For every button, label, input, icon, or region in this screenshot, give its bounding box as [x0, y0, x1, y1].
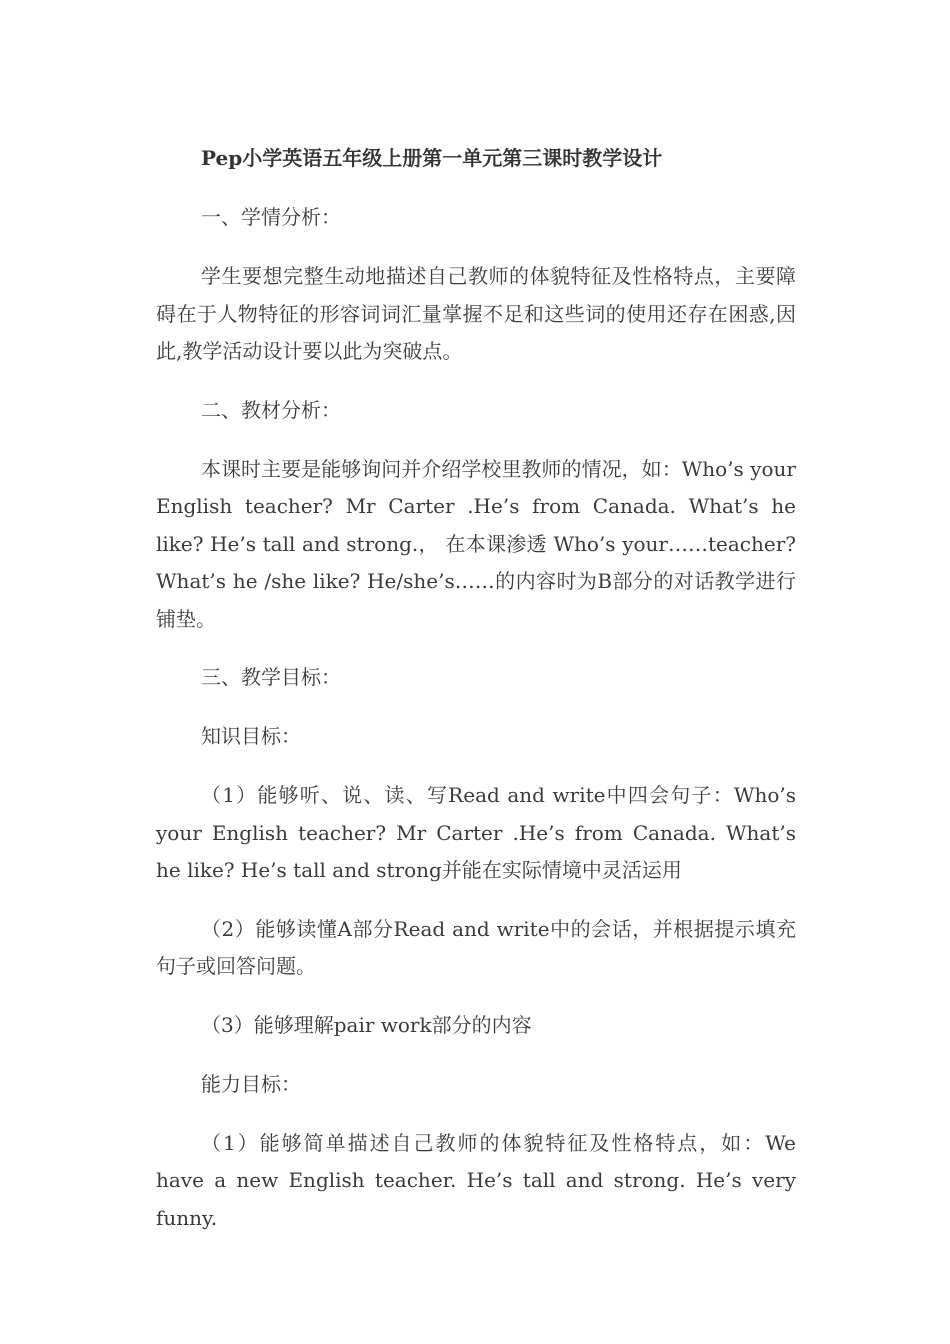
- document-title: Pep小学英语五年级上册第一单元第三课时教学设计: [201, 146, 663, 170]
- ability-goals-heading: 能力目标：: [201, 1071, 301, 1096]
- document-page: [156, 140, 796, 1258]
- knowledge-goal-item-2: （2）能够读懂A部分Read and write中的会话，并根据提示填充句子或回答问题。: [156, 916, 796, 978]
- section-heading-teaching-goals: 三、教学目标：: [201, 665, 341, 689]
- learner-analysis-paragraph: 学生要想完整生动地描述自己教师的体貌特征及性格特点，主要障碍在于人物特征的形容词词汇量掌握不足和这些词的使用还存在困惑,因此,教学活动设计要以此为突破点。: [156, 264, 796, 363]
- knowledge-goals-heading: 知识目标：: [201, 724, 301, 748]
- ability-goal-item-1: （1）能够简单描述自己教师的体貌特征及性格特点，如：We have a new English teacher. He’s tall and strong. He’s very funny.: [156, 1130, 796, 1230]
- section-heading-material-analysis: 二、教材分析：: [201, 397, 341, 422]
- knowledge-goal-item-3: （3）能够理解pair work部分的内容: [201, 1012, 532, 1037]
- section-heading-learner-analysis: 一、学情分析：: [201, 205, 341, 229]
- material-analysis-paragraph: 本课时主要是能够询问并介绍学校里教师的情况，如：Who’s your English teacher? Mr Carter .He’s from Canada. What’s he like? He’s tall and strong.， 在本课渗透 Who’s your……teacher? What’s he /she like? He/she’s……的内容时为B部分的对话教学进行铺垫。: [156, 456, 796, 631]
- knowledge-goal-item-1: （1）能够听、说、读、写Read and write中四会句子：Who’s your English teacher? Mr Carter .He’s from Canada. What’s he like? He’s tall and strong并能在实际情境中灵活运用: [156, 783, 796, 882]
